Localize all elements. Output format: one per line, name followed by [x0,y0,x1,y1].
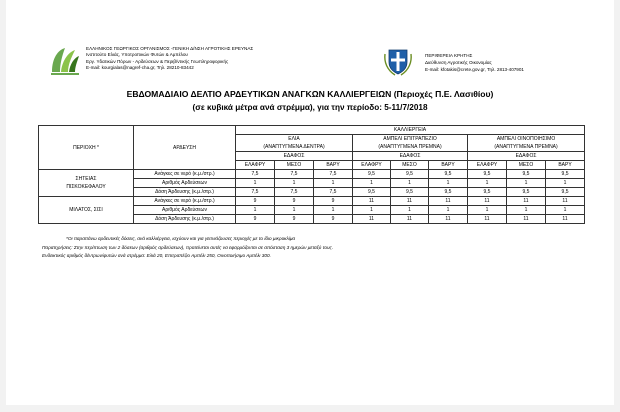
table-row [39,197,585,206]
soil-medium: ΜΕΣΟ [275,161,314,170]
soil-label: ΕΔΑΦΟΣ [468,152,585,161]
crop-name: ΑΜΠΕΛΙ ΕΠΙΤΡΑΠΕΖΙΟ [383,136,437,142]
header-left-line: E-mail: kourgialas@nagref-cha.gr, Τηλ. 28210-83442 [86,65,194,71]
table-cell: 1 [314,179,353,188]
table-cell: 1 [429,179,468,188]
region-name-line: ΣΗΤΕΙΑΣ [75,176,97,182]
table-cell: 9,5 [468,188,507,197]
soil-light: ΕΛΑΦΡΥ [468,161,507,170]
soil-light: ΕΛΑΦΡΥ [353,161,391,170]
elgo-logo-icon [48,44,82,78]
crop-sub: (ΑΝΑΠΤΥΓΜΕΝΑ ΔΕΝΤΡΑ) [263,144,325,150]
table-cell: 9,5 [353,170,391,179]
crop-wine-grape [468,135,585,152]
table-cell: 7,5 [275,188,314,197]
table-cell: 1 [353,206,391,215]
header-right-line: E-mail: kfotakis@crete.gov.gr, Τηλ. 2813-407901 [425,66,524,72]
table-cell: 9 [314,215,353,224]
irrigation-table [38,125,585,224]
document-page [6,0,614,405]
table-cell: 9,5 [507,188,546,197]
notes [42,235,333,261]
table-cell: 11 [353,215,391,224]
header-right-line: ΠΕΡΙΦΕΡΕΙΑ ΚΡΗΤΗΣ [425,53,473,58]
table-cell: 11 [391,215,429,224]
bulletin-title: ΕΒΔΟΜΑΔΙΑΙΟ ΔΕΛΤΙΟ ΑΡΔΕΥΤΙΚΩΝ ΑΝΑΓΚΩΝ ΚΑΛΛΙΕΡΓΕΙΩΝ (Περιοχές Π.Ε. Λασιθίου) [126,89,494,99]
crop-olive [236,135,353,152]
header-right-line: Διεύθυνση Αγροτικής Οικονομίας [425,59,492,65]
crop-sub: (ΑΝΑΠΤΥΓΜΕΝΑ ΠΡΕΜΝΑ) [378,144,442,150]
soil-label: ΕΔΑΦΟΣ [353,152,468,161]
crop-name: ΕΛΙΑ [288,136,300,142]
table-cell: 9 [275,215,314,224]
row-label: Ανάγκες σε νερό (κ.μ./στρ.) [134,197,236,206]
table-cell: 1 [353,179,391,188]
table-cell: 7,5 [236,188,275,197]
table-cell: 9,5 [546,188,585,197]
soil-label: ΕΔΑΦΟΣ [236,152,353,161]
note-line: Ενδεικτικός αριθμός δέντρων/φυτών ανά στρέμμα: Ελιά 20, Επιτραπέζιο Αμπέλι 250, Οινοποιήσιμο Αμπέλι 300. [42,253,271,258]
table-cell: 1 [468,179,507,188]
table-cell: 1 [546,206,585,215]
table-cell: 9 [236,197,275,206]
table-cell: 1 [507,206,546,215]
region-name [39,170,134,197]
table-cell: 9,5 [507,170,546,179]
crop-table-grape [353,135,468,152]
table-cell: 9,5 [429,188,468,197]
table-row [39,170,585,179]
table-cell: 11 [391,197,429,206]
table-cell: 9,5 [546,170,585,179]
table-cell: 11 [353,197,391,206]
crop-name: ΑΜΠΕΛΙ ΟΙΝΟΠΟΙΗΣΙΜΟ [496,136,556,142]
table-cell: 11 [507,215,546,224]
table-cell: 1 [275,179,314,188]
table-cell: 1 [275,206,314,215]
table-cell: 9,5 [391,170,429,179]
table-cell: 1 [391,206,429,215]
soil-light: ΕΛΑΦΡΥ [236,161,275,170]
table-cell: 1 [314,206,353,215]
table-cell: 11 [507,197,546,206]
soil-heavy: ΒΑΡΥ [314,161,353,170]
header-right-text [425,53,524,73]
soil-heavy: ΒΑΡΥ [546,161,585,170]
header-left-text [86,46,253,72]
row-label: Δόση Άρδευσης (κ.μ./στρ.) [134,215,236,224]
header-irrigation: ΑΡΔΕΥΣΗ [134,126,236,170]
table-cell: 7,5 [314,188,353,197]
table-cell: 1 [468,206,507,215]
soil-heavy: ΒΑΡΥ [429,161,468,170]
table-cell: 11 [546,215,585,224]
row-label: Αριθμός Αρδεύσεων [134,179,236,188]
soil-medium: ΜΕΣΟ [507,161,546,170]
table-cell: 11 [468,215,507,224]
table-cell: 9 [314,197,353,206]
header-crops: ΚΑΛΛΙΕΡΓΕΙΑ [236,126,585,135]
table-cell: 7,5 [314,170,353,179]
table-cell: 11 [429,197,468,206]
table-cell: 11 [429,215,468,224]
row-label: Ανάγκες σε νερό (κ.μ./στρ.) [134,170,236,179]
header-region: ΠΕΡΙΟΧΗ * [39,126,134,170]
table-cell: 9 [275,197,314,206]
table-cell: 1 [546,179,585,188]
table-cell: 1 [236,206,275,215]
header-left-line: ΕΛΛΗΝΙΚΟΣ ΓΕΩΡΓΙΚΟΣ ΟΡΓΑΝΙΣΜΟΣ -ΓΕΝΙΚΗ Δ/ΝΣΗ ΑΓΡΟΤΙΚΗΣ ΕΡΕΥΝΑΣ [86,46,254,51]
header-left-line: Εργ. Υδατικών Πόρων - Αρδεύσεων & Περιβ/ντικής Γεωπληροφορικής [86,58,229,64]
table-cell: 1 [236,179,275,188]
table-cell: 9,5 [429,170,468,179]
greek-crest-icon [383,44,413,78]
row-label: Αριθμός Αρδεύσεων [134,206,236,215]
bulletin-subtitle: (σε κυβικά μέτρα ανά στρέμμα), για την περίοδο: 5-11/7/2018 [192,103,428,112]
table-cell: 9,5 [353,188,391,197]
region-name [39,197,134,224]
table-cell: 1 [429,206,468,215]
crop-sub: (ΑΝΑΠΤΥΓΜΕΝΑ ΠΡΕΜΝΑ) [494,144,558,150]
table-cell: 1 [391,179,429,188]
table-cell: 7,5 [236,170,275,179]
region-name-line: ΜΙΛΑΤΟΣ, ΣΙΣΙ [69,207,103,213]
header-left-line: Ινστιτούτο Ελιάς, Υποτροπικών Φυτών & Αμπέλου [86,52,188,58]
note-line: *Οι παραπάνω αρδευτικές δόσεις, ανά καλλιέργεια, ισχύουν και για γειτνιάζουσες περιοχές με το ίδιο μικροκλίμα [66,236,296,241]
table-cell: 1 [507,179,546,188]
note-line: Παρατηρήσεις: Στην περίπτωση των 2 δόσεων (αριθμός αρδεύσεων), προτείνεται αυτές να εφαρμόζονται σε απόσταση 3 ημερών μεταξύ τους. [42,244,334,250]
table-cell: 11 [468,197,507,206]
row-label: Δόση Άρδευσης (κ.μ./στρ.) [134,188,236,197]
table-cell: 11 [546,197,585,206]
table-cell: 9,5 [468,170,507,179]
table-cell: 7,5 [275,170,314,179]
table-cell: 9,5 [391,188,429,197]
region-name-line: ΠΙΣΚΟΚΕΦΑΛΟΥ [66,184,106,190]
table-cell: 9 [236,215,275,224]
soil-medium: ΜΕΣΟ [391,161,429,170]
